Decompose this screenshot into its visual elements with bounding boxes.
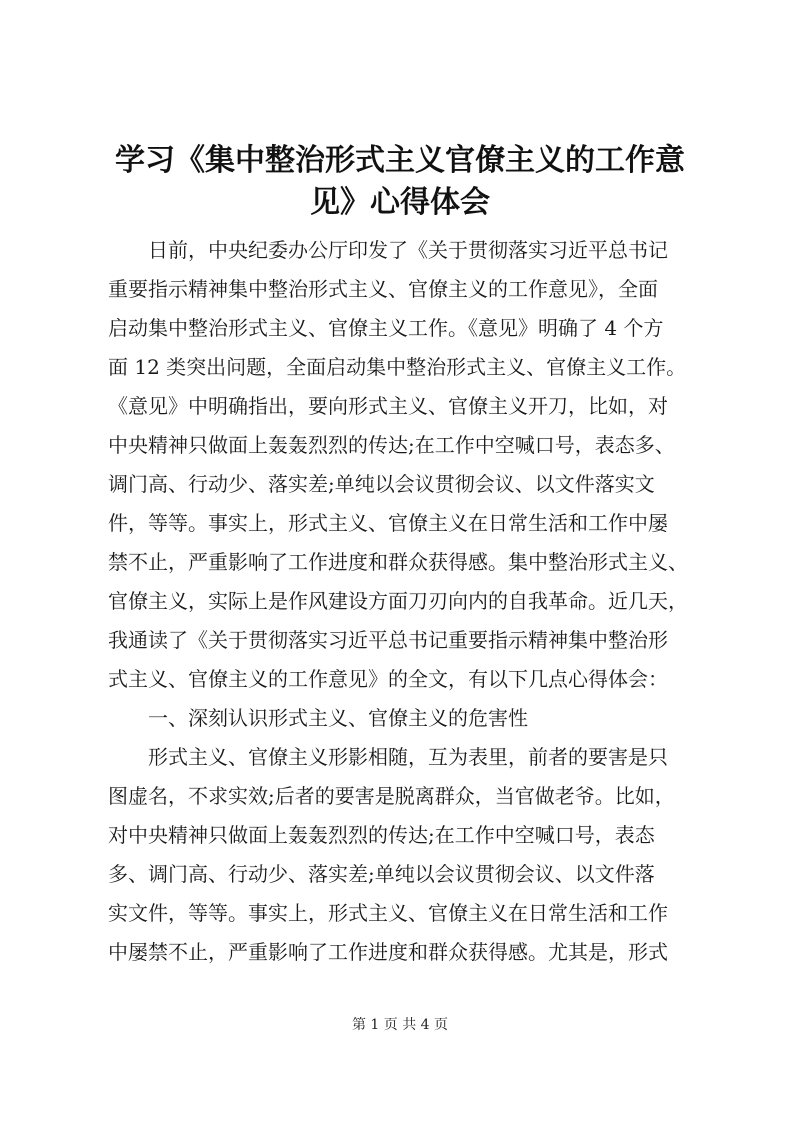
body-line: 件，等等。事实上，形式主义、官僚主义在日常生活和工作中屡 [108,511,668,535]
body-line: 对中央精神只做面上轰轰烈烈的传达;在工作中空喊口号，表态 [108,823,655,847]
body-line: 调门高、行动少、落实差;单纯以会议贯彻会议、以文件落实文 [108,472,655,496]
body-line: 禁不止，严重影响了工作进度和群众获得感。集中整治形式主义、 [108,550,688,574]
body-line: 形式主义、官僚主义形影相随，互为表里，前者的要害是只 [148,745,668,769]
document-title-line-2: 见》心得体会 [310,185,490,220]
body-line: 面 12 类突出问题，全面启动集中整治形式主义、官僚主义工作。 [108,355,687,379]
body-line: 多、调门高、行动少、落实差;单纯以会议贯彻会议、以文件落 [108,862,655,886]
body-line: 官僚主义，实际上是作风建设方面刀刃向内的自我革命。近几天， [108,589,688,613]
body-line: 图虚名，不求实效;后者的要害是脱离群众，当官做老爷。比如， [108,784,675,808]
body-line: 式主义、官僚主义的工作意见》的全文，有以下几点心得体会： [108,667,668,691]
body-line: 重要指示精神集中整治形式主义、官僚主义的工作意见》，全面 [108,277,658,301]
body-line: 中央精神只做面上轰轰烈烈的传达;在工作中空喊口号，表态多、 [108,433,675,457]
body-line: 启动集中整治形式主义、官僚主义工作。《意见》明确了 4 个方 [108,316,664,340]
body-line: 实文件，等等。事实上，形式主义、官僚主义在日常生活和工作 [108,901,668,925]
body-line: 《意见》中明确指出，要向形式主义、官僚主义开刀，比如，对 [108,394,668,418]
document-title-line-1: 学习《集中整治形式主义官僚主义的工作意 [115,143,685,178]
section-heading: 一、深刻认识形式主义、官僚主义的危害性 [148,706,528,730]
body-line: 我通读了《关于贯彻落实习近平总书记重要指示精神集中整治形 [108,628,668,652]
body-line: 日前，中央纪委办公厅印发了《关于贯彻落实习近平总书记 [148,238,668,262]
body-line: 中屡禁不止，严重影响了工作进度和群众获得感。尤其是，形式 [108,940,668,964]
page-footer: 第 1 页 共 4 页 [351,1017,449,1033]
